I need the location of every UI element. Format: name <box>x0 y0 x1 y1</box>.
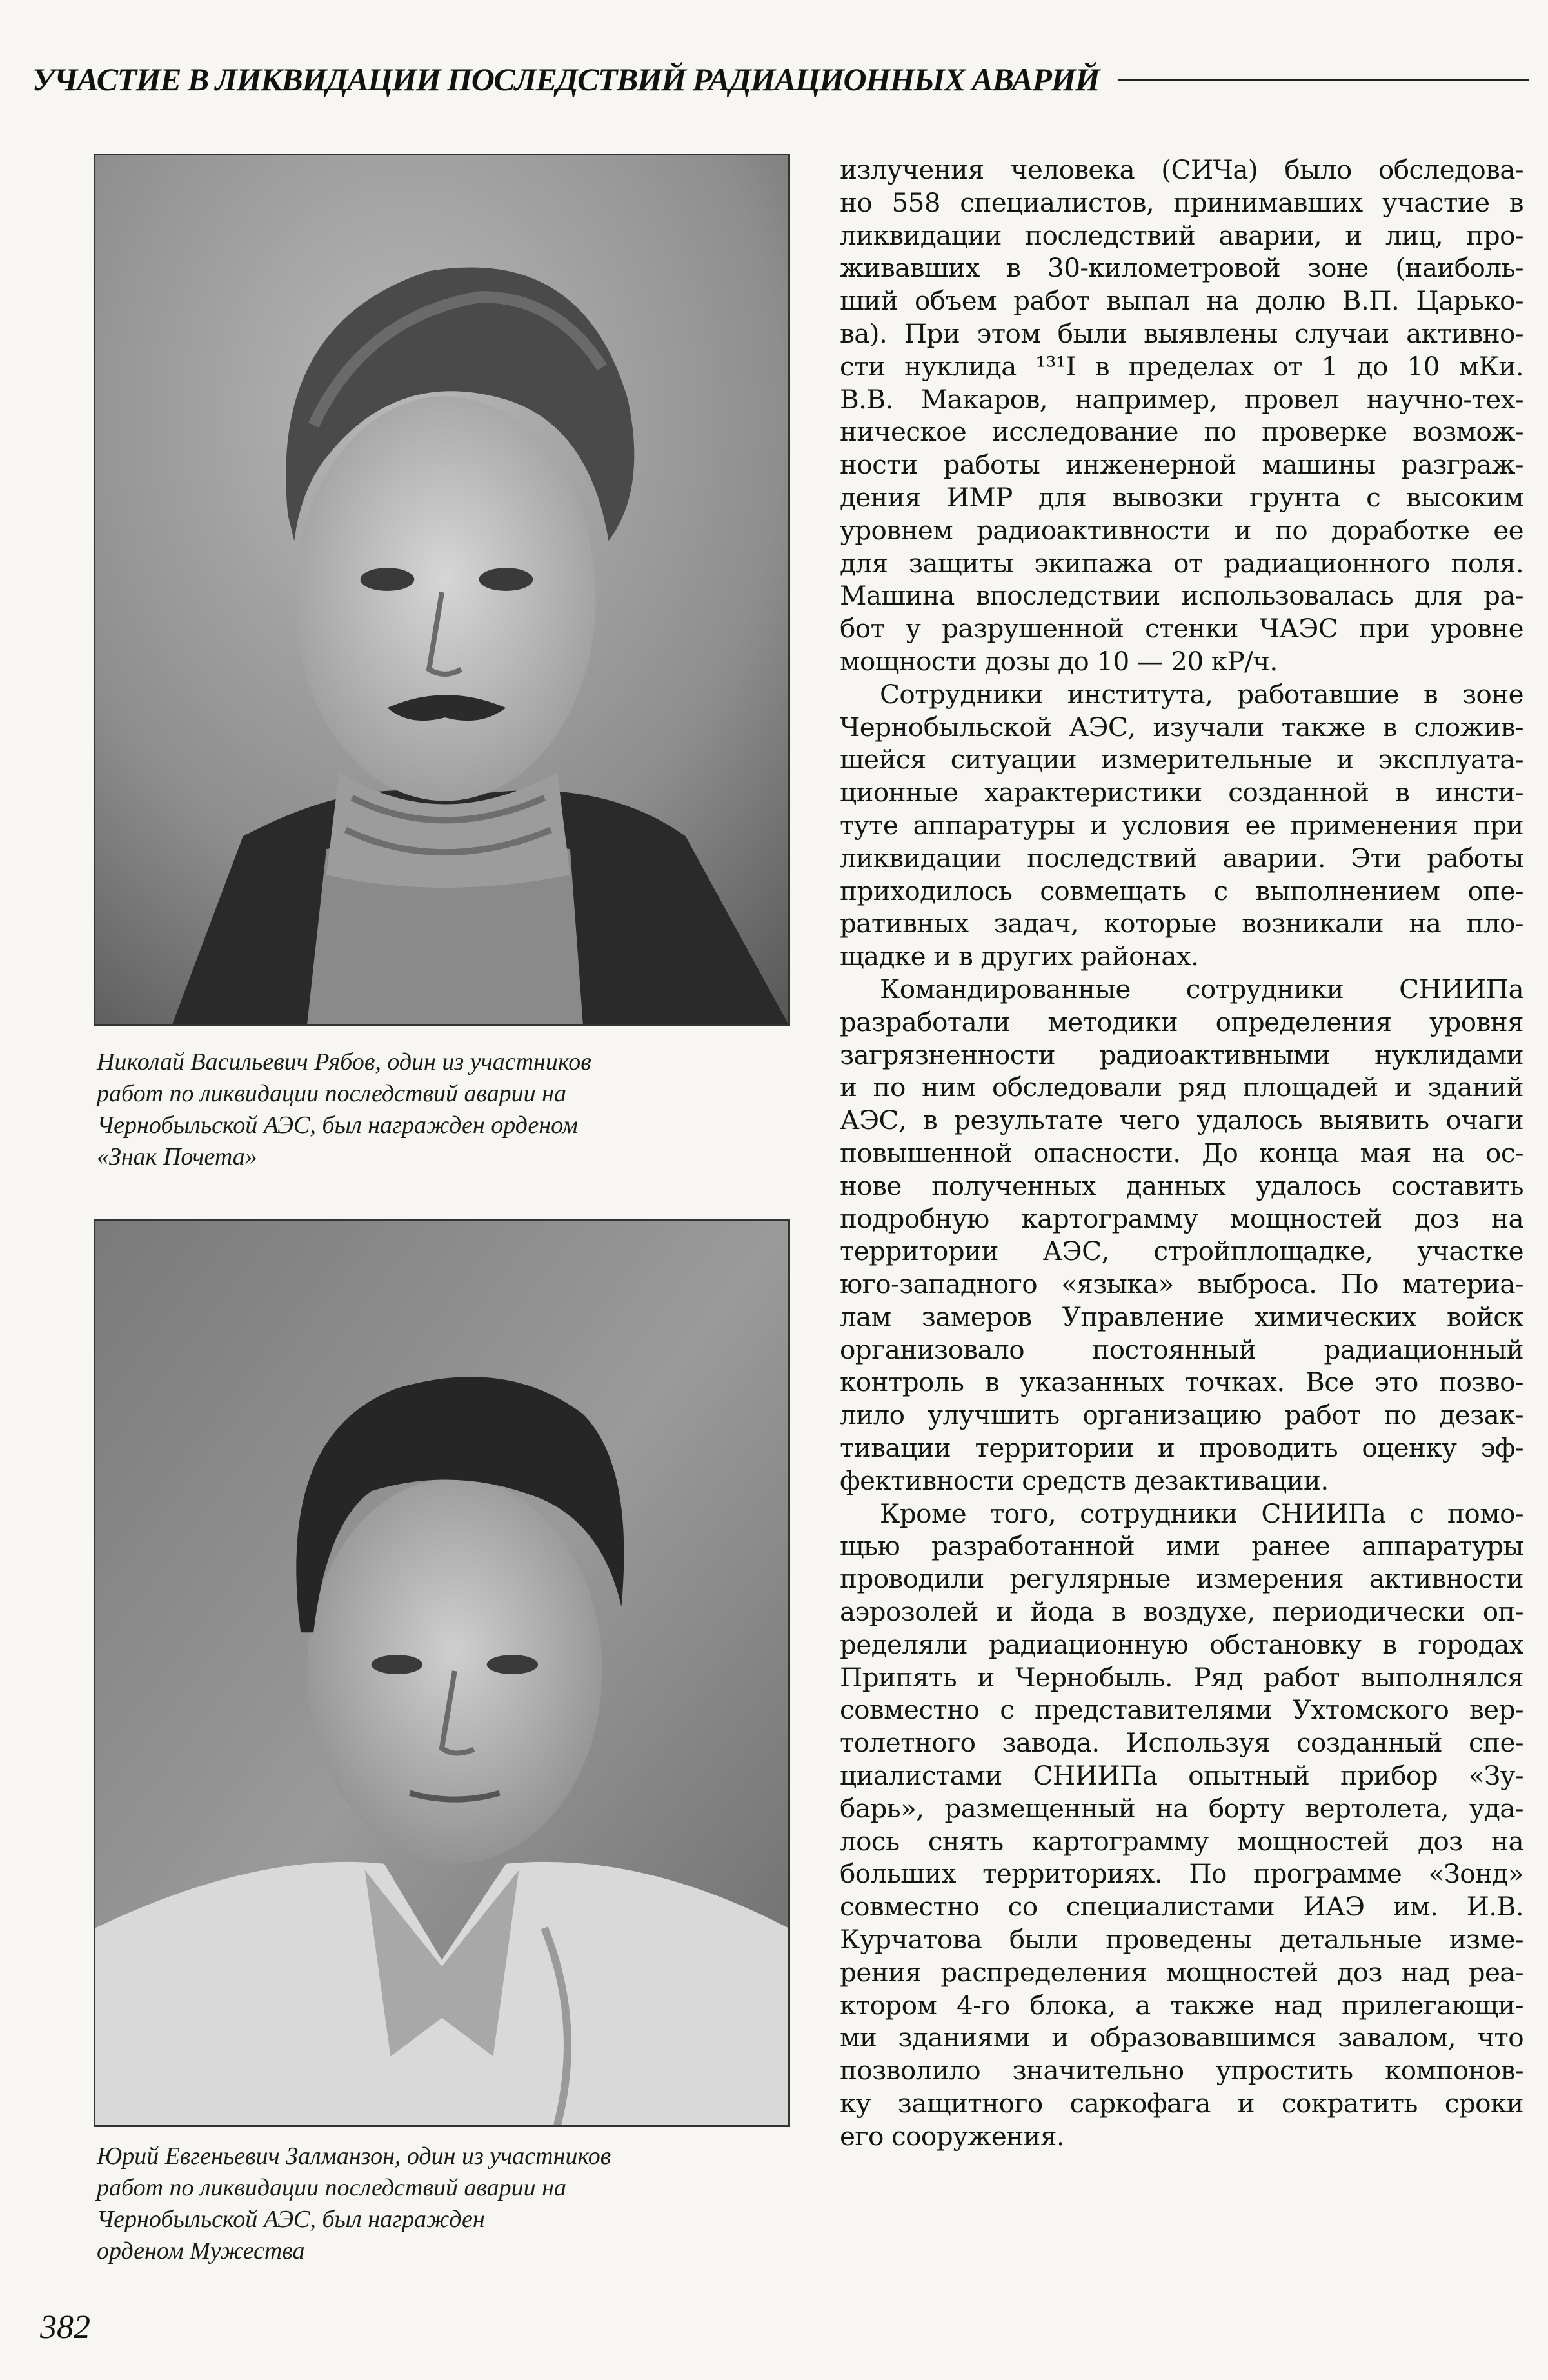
body-text-line: барь», размещенный на борту вертолета, уда- <box>840 1792 1523 1824</box>
body-text-line: проводили регулярные измерения активности <box>840 1563 1523 1595</box>
body-text-line: юго-западного «языка» выброса. По материа- <box>840 1268 1523 1300</box>
body-text-line: сти нуклида ¹³¹I в пределах от 1 до 10 мКи. <box>840 350 1523 382</box>
body-text-line: ративных задач, которые возникали на пло- <box>840 908 1523 939</box>
caption-line: Чернобыльской АЭС, был награжден <box>97 2206 485 2233</box>
caption-line: «Знак Почета» <box>97 1143 257 1170</box>
body-text-line: ликвидации последствий аварии. Эти работы <box>840 842 1523 874</box>
body-text-line: загрязненности радиоактивными нуклидами <box>840 1039 1523 1070</box>
caption-line: работ по ликвидации последствий аварии на <box>97 1080 567 1107</box>
caption-line: Юрий Евгеньевич Залманзон, один из участников <box>97 2143 611 2170</box>
body-text-line: подробную картограмму мощностей доз на <box>840 1203 1523 1234</box>
body-text-line: уровнем радиоактивности и по доработке ее <box>840 514 1523 546</box>
body-text-line: лило улучшить организацию работ по дезак- <box>840 1399 1523 1431</box>
body-text-line: дения ИМР для вывозки грунта с высоким <box>840 481 1523 513</box>
body-text-line: Сотрудники института, работавшие в зоне <box>880 678 1523 710</box>
running-head-rule <box>1118 79 1529 81</box>
caption-line: Николай Васильевич Рябов, один из участников <box>97 1048 591 1075</box>
body-text-line: Припять и Чернобыль. Ряд работ выполнялся <box>840 1661 1523 1693</box>
body-text-line: туте аппаратуры и условия ее применения при <box>840 809 1523 841</box>
body-text-line: организовало постоянный радиационный <box>840 1334 1523 1365</box>
caption-line: работ по ликвидации последствий аварии на <box>97 2174 567 2201</box>
body-text-line: циалистами СНИИПа опытный прибор «Зу- <box>840 1760 1523 1792</box>
body-text-line: для защиты экипажа от радиационного поля. <box>840 547 1523 579</box>
portrait-photo-zalmanzon <box>94 1219 790 2127</box>
body-text-line: его сооружения. <box>840 2120 1065 2152</box>
body-text-line: нове полученных данных удалось составить <box>840 1170 1523 1201</box>
body-text-line: ми зданиями и образовавшимся завалом, что <box>840 2022 1523 2054</box>
body-text-line: лось снять картограмму мощностей доз на <box>840 1825 1523 1857</box>
body-text-line: живавших в 30-километровой зоне (наиболь- <box>840 252 1523 284</box>
page-number: 382 <box>40 2309 90 2346</box>
body-text-line: совместно с представителями Ухтомского вер- <box>840 1694 1523 1726</box>
body-text-line: толетного завода. Используя созданный спе- <box>840 1727 1523 1759</box>
body-text-line: Чернобыльской АЭС, изучали также в сложив- <box>840 711 1523 743</box>
photo-caption-ryabov <box>97 1046 793 1173</box>
body-text-line: щадке и в других районах. <box>840 941 1199 972</box>
body-text-line: бот у разрушенной стенки ЧАЭС при уровне <box>840 613 1523 645</box>
body-text-line: шейся ситуации измерительные и эксплуата- <box>840 744 1523 775</box>
caption-line: орденом Мужества <box>97 2237 305 2265</box>
body-text-line: ший объем работ выпал на долю В.П. Царько- <box>840 285 1523 317</box>
body-text-line: ку защитного саркофага и сократить сроки <box>840 2088 1523 2119</box>
body-text-line: но 558 специалистов, принимавших участие в <box>840 186 1523 218</box>
body-text-line: тивации территории и проводить оценку эф- <box>840 1432 1523 1464</box>
running-head <box>32 57 1529 102</box>
body-text-line: и по ним обследовали ряд площадей и зданий <box>840 1072 1523 1103</box>
body-text-line: мощности дозы до 10 — 20 кР/ч. <box>840 645 1278 677</box>
body-text-line: Командированные сотрудники СНИИПа <box>880 973 1523 1005</box>
body-text-line: рения распределения мощностей доз над реа- <box>840 1956 1523 1988</box>
body-text-line: щью разработанной ими ранее аппаратуры <box>840 1530 1523 1562</box>
body-text-line: излучения человека (СИЧа) было обследова- <box>840 154 1523 185</box>
body-text-line: ва). При этом были выявлены случаи активно- <box>840 317 1523 349</box>
body-text-line: контроль в указанных точках. Все это позво- <box>840 1366 1523 1398</box>
running-head-title: УЧАСТИЕ В ЛИКВИДАЦИИ ПОСЛЕДСТВИЙ РАДИАЦИОННЫХ АВАРИЙ <box>32 61 1100 97</box>
body-text-line: Кроме того, сотрудники СНИИПа с помо- <box>880 1497 1523 1529</box>
photo-caption-zalmanzon <box>97 2141 793 2267</box>
body-text-line: ликвидации последствий аварии, и лиц, про- <box>840 219 1523 251</box>
body-text-line: повышенной опасности. До конца мая на ос- <box>840 1137 1523 1168</box>
body-text-line: АЭС, в результате чего удалось выявить очаги <box>840 1105 1523 1136</box>
caption-line: Чернобыльской АЭС, был награжден орденом <box>97 1112 578 1139</box>
body-text-line: Машина впоследствии использовалась для ра- <box>840 580 1523 612</box>
body-text-line: ционные характеристики созданной в инсти- <box>840 777 1523 808</box>
body-text-line: разработали методики определения уровня <box>840 1006 1523 1037</box>
portrait-photo-ryabov <box>94 154 790 1026</box>
body-text-line: приходилось совмещать с выполнением опе- <box>840 875 1523 906</box>
body-text-line: позволило значительно упростить компонов- <box>840 2055 1523 2086</box>
body-text-line: фективности средств дезактивации. <box>840 1465 1329 1496</box>
body-text-line: территории АЭС, стройплощадке, участке <box>840 1235 1523 1267</box>
body-text-line: ническое исследование по проверке возмож- <box>840 416 1523 448</box>
body-text-line: ктором 4-го блока, а также над прилегающи- <box>840 1989 1523 2021</box>
body-text-line: лам замеров Управление химических войск <box>840 1301 1523 1332</box>
body-text-line: больших территориях. По программе «Зонд» <box>840 1858 1523 1890</box>
body-text-line: аэрозолей и йода в воздухе, периодически оп- <box>840 1596 1523 1628</box>
body-text-line: ределяли радиационную обстановку в городах <box>840 1628 1523 1660</box>
body-text-line: совместно со специалистами ИАЭ им. И.В. <box>840 1891 1523 1923</box>
body-text-line: Курчатова были проведены детальные изме- <box>840 1924 1523 1955</box>
article-body-column <box>840 154 1523 2153</box>
body-text-line: ности работы инженерной машины разграж- <box>840 449 1523 481</box>
body-text-line: В.В. Макаров, например, провел научно-тех- <box>840 383 1523 415</box>
